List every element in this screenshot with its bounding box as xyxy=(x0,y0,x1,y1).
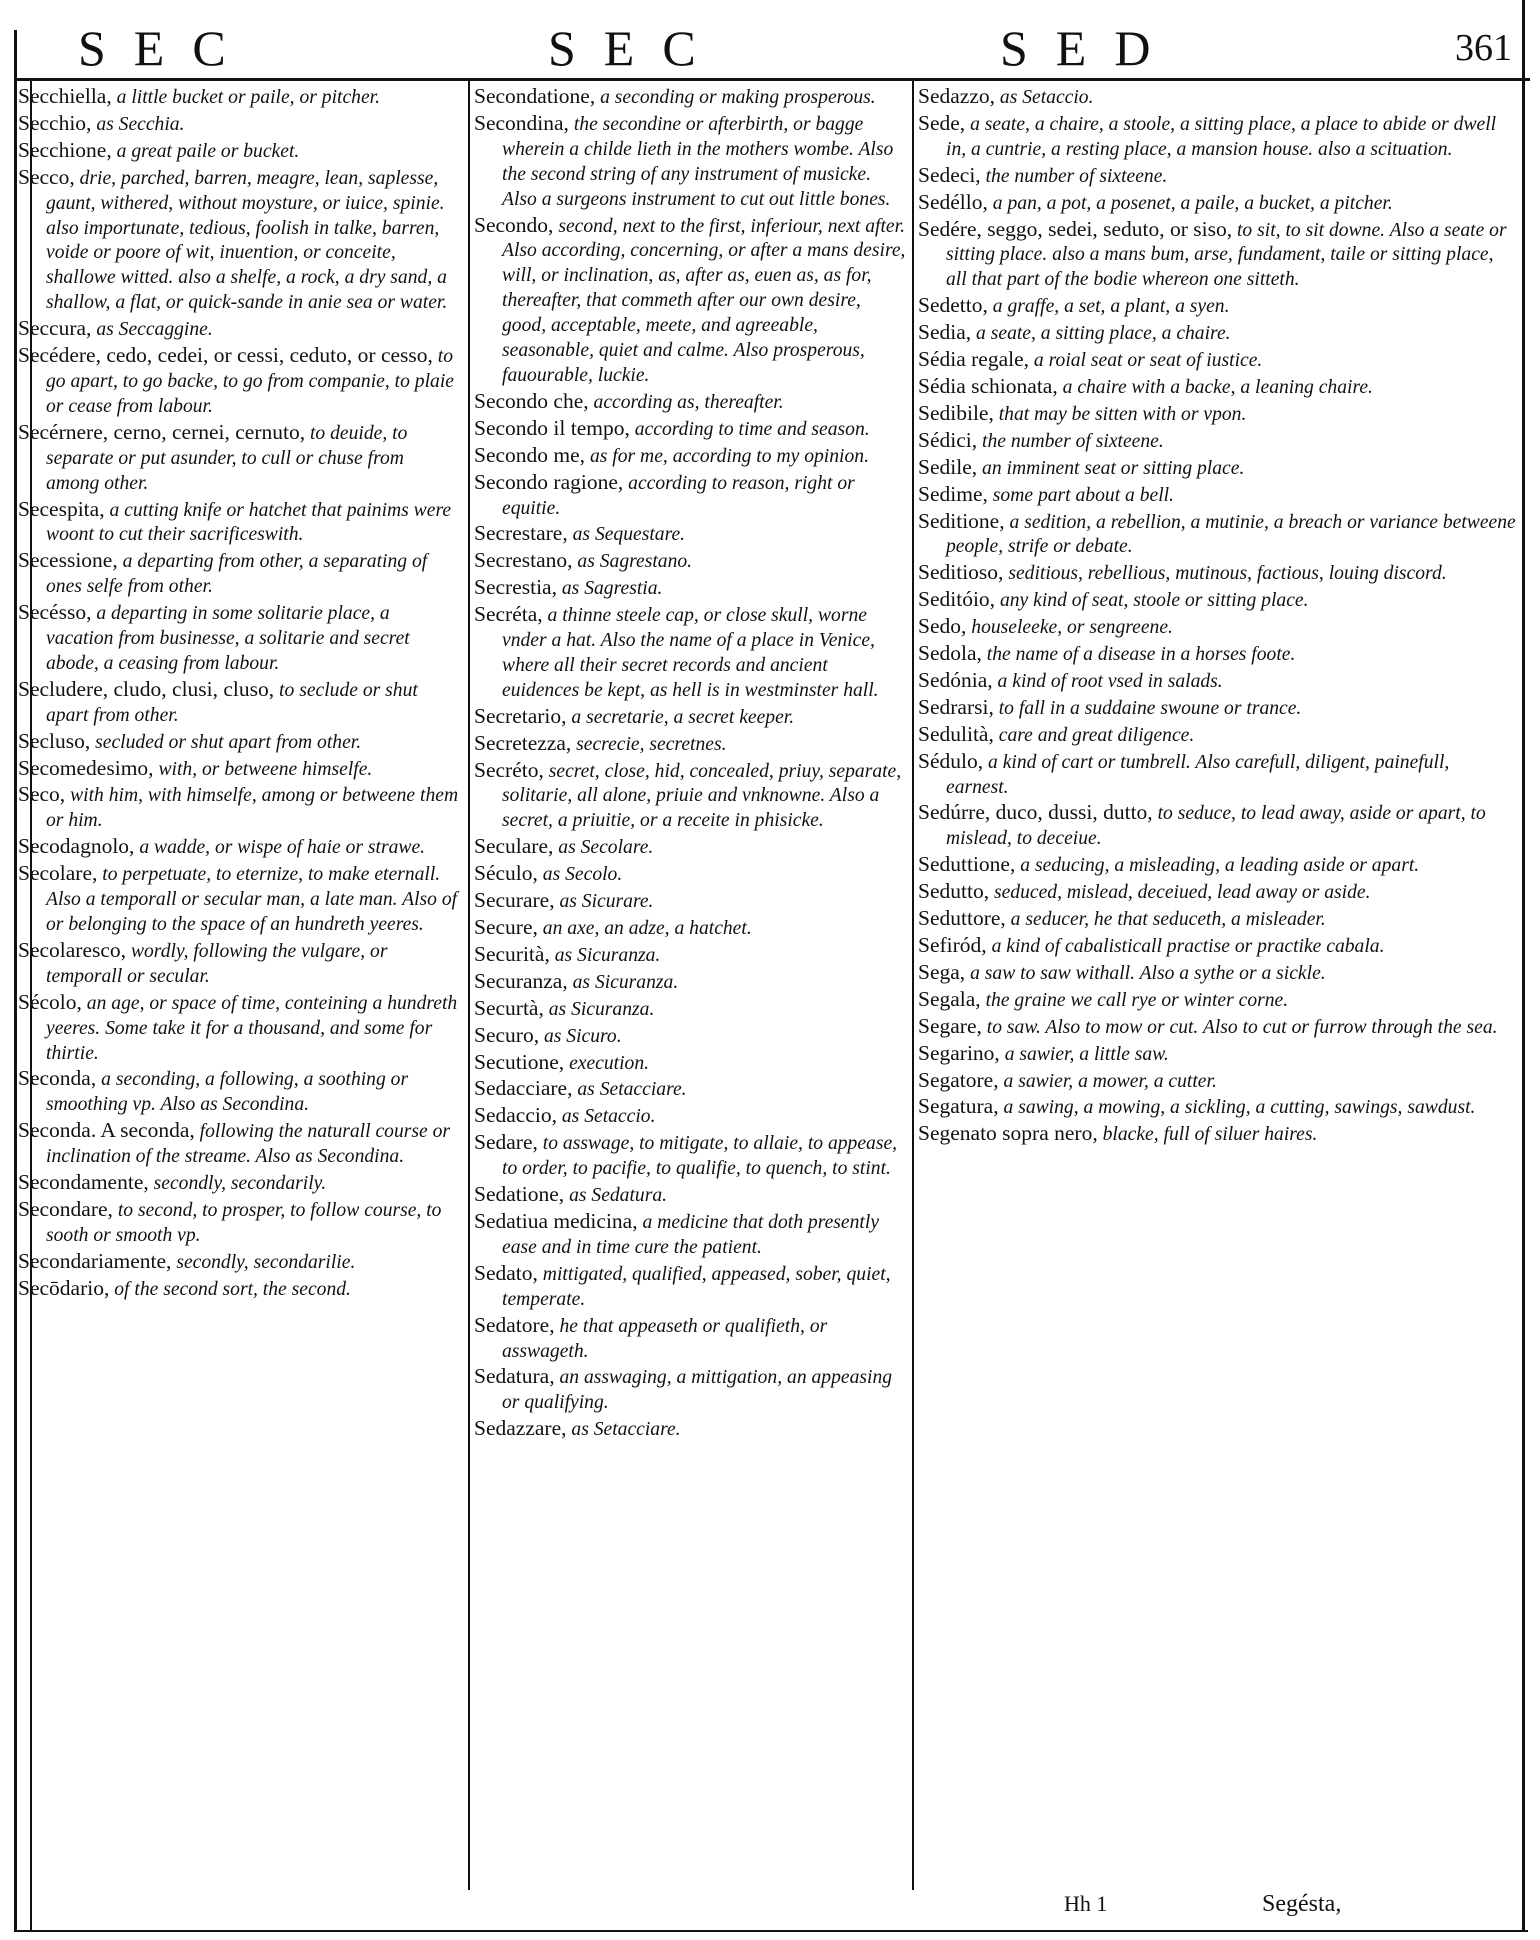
entry-definition: second, next to the first, inferiour, next after. Also according, concerning, or after a mans desire, will, or inclination, as, after as, euen as, as for, thereafter, that commeth after our own desire, good, acceptable, meete, and agreeable, seasonable, quiet and calme. Also prosperous, fauourable, luckie. xyxy=(502,215,906,386)
dictionary-entry xyxy=(18,1197,462,1249)
entry-definition: blacke, full of siluer haires. xyxy=(1097,1124,1318,1146)
entry-headword: Secure, xyxy=(474,915,538,939)
entry-headword: Secodagnolo, xyxy=(18,834,135,859)
entry-headword: Securanza, xyxy=(474,968,568,993)
entry-definition: that may be sitten with or vpon. xyxy=(993,403,1247,425)
entry-headword: Segarino, xyxy=(918,1040,1000,1065)
dictionary-entry xyxy=(918,749,1516,801)
entry-definition: a seate, a sitting place, a chaire. xyxy=(971,323,1231,345)
left-border-rule xyxy=(14,30,17,1932)
entry-headword: Segatura, xyxy=(918,1094,999,1119)
entry-headword: Secrestano, xyxy=(474,548,573,573)
entry-headword: Sega, xyxy=(918,959,966,984)
entry-definition: to fall in a suddaine swoune or trance. xyxy=(993,697,1302,719)
dictionary-entry xyxy=(18,1276,462,1303)
entry-headword: Secésso, xyxy=(18,600,92,625)
entry-definition: as Setaccio. xyxy=(556,1106,656,1128)
entry-headword: Seduttore, xyxy=(918,906,1006,931)
entry-headword: Século, xyxy=(474,861,538,886)
dictionary-entry xyxy=(918,320,1516,347)
dictionary-entry xyxy=(18,138,462,165)
entry-headword: Sedéllo, xyxy=(918,189,988,214)
dictionary-entry xyxy=(18,497,462,549)
entry-headword: Secco, xyxy=(18,164,75,189)
entry-headword: Secondare, xyxy=(18,1196,113,1221)
entry-definition: a seconding, a following, a soothing or smoothing vp. Also as Secondina. xyxy=(46,1069,409,1116)
entry-headword: Secondo ragione, xyxy=(474,469,624,494)
entry-headword: Secondina, xyxy=(474,110,569,135)
entry-headword: Sedulità, xyxy=(918,721,994,746)
dictionary-entry xyxy=(918,933,1516,960)
dictionary-entry xyxy=(474,888,906,915)
entry-definition: as Sicuranza. xyxy=(567,971,679,993)
entry-definition: to sit, to sit downe. Also a seate or sitting place. also a mans bum, arse, fundament, taile or sitting place, all that part of the bodie whereon one sitteth. xyxy=(946,219,1507,291)
entry-headword: Sedazzare, xyxy=(474,1416,567,1441)
dictionary-entry xyxy=(474,1023,906,1050)
entry-definition: a seducing, a misleading, a leading aside or apart. xyxy=(1015,855,1420,877)
dictionary-entry xyxy=(918,455,1516,482)
dictionary-entry xyxy=(18,343,462,420)
dictionary-entry xyxy=(918,722,1516,749)
dictionary-entry xyxy=(918,190,1516,217)
dictionary-entry xyxy=(18,756,462,783)
dictionary-entry xyxy=(918,560,1516,587)
entry-headword: Sedére, seggo, sedei, seduto, or siso, xyxy=(918,216,1233,241)
entry-definition: a seate, a chaire, a stoole, a sitting place, a place to abide or dwell in, a cuntrie, a resting place, a mansion house. also a scituation. xyxy=(946,113,1497,160)
entry-definition: execution. xyxy=(564,1052,650,1074)
dictionary-entry xyxy=(474,1103,906,1130)
entry-headword: Sede, xyxy=(918,110,966,135)
entry-headword: Secérnere, cerno, cernei, cernuto, xyxy=(18,419,306,444)
entry-headword: Sefiród, xyxy=(918,933,987,957)
entry-definition: as Setaccio. xyxy=(995,87,1094,108)
entry-definition: following the naturall course or inclination of the streame. Also as Secondina. xyxy=(46,1121,451,1168)
entry-headword: Secchiella, xyxy=(18,84,112,108)
dictionary-entry xyxy=(18,938,462,990)
entry-definition: a wadde, or wispe of haie or strawe. xyxy=(134,837,426,859)
entry-headword: Securare, xyxy=(474,888,555,913)
entry-definition: according as, thereafter. xyxy=(588,391,784,413)
entry-definition: as Seccaggine. xyxy=(91,319,213,341)
entry-headword: Secessione, xyxy=(18,548,118,573)
entry-headword: Sedia, xyxy=(918,320,972,345)
entry-headword: Secondo me, xyxy=(474,442,586,467)
dictionary-entry xyxy=(18,834,462,861)
entry-definition: the name of a disease in a horses foote. xyxy=(981,644,1296,666)
dictionary-entry xyxy=(918,587,1516,614)
entry-definition: a saw to saw withall. Also a sythe or a sickle. xyxy=(965,962,1326,984)
entry-definition: a graffe, a set, a plant, a syen. xyxy=(987,296,1230,318)
dictionary-entry xyxy=(474,602,906,704)
entry-headword: Secutione, xyxy=(474,1049,565,1074)
entry-headword: Segare, xyxy=(918,1013,982,1038)
entry-headword: Sedazzo, xyxy=(918,84,996,108)
entry-definition: as Secchia. xyxy=(91,113,185,135)
entry-definition: a secretarie, a secret keeper. xyxy=(566,706,795,728)
entry-headword: Secōdario, xyxy=(18,1275,110,1300)
entry-definition: as Sequestare. xyxy=(567,524,686,546)
dictionary-entry xyxy=(918,401,1516,428)
dictionary-entry xyxy=(918,84,1516,111)
entry-definition: a cutting knife or hatchet that painims were woont to cut their sacrificeswith. xyxy=(46,499,452,546)
entry-headword: Seditioso, xyxy=(918,560,1004,585)
entry-definition: an axe, an adze, a hatchet. xyxy=(537,918,752,939)
entry-headword: Segala, xyxy=(918,986,981,1011)
dictionary-entry xyxy=(474,704,906,731)
entry-definition: the number of sixteene. xyxy=(980,165,1168,187)
header-left-guide: SEC xyxy=(78,20,254,76)
entry-definition: seditious, rebellious, mutinous, factious, louing discord. xyxy=(1003,563,1447,585)
dictionary-entry xyxy=(18,316,462,343)
bottom-rule xyxy=(14,1930,1528,1932)
entry-headword: Secréto, xyxy=(474,757,544,782)
entry-headword: Secondariamente, xyxy=(18,1248,172,1273)
dictionary-entry xyxy=(18,84,462,111)
entry-definition: a roial seat or seat of iustice. xyxy=(1029,350,1263,372)
entry-definition: a kind of cart or tumbrell. Also carefull, diligent, painefull, earnest. xyxy=(946,751,1450,798)
dictionary-entry xyxy=(18,1118,462,1170)
dictionary-entry xyxy=(474,1261,906,1313)
entry-definition: the secondine or afterbirth, or bagge wherein a childe lieth in the mothers wombe. Also the second string of any instrument of musicke. Also a surgeons instrument to cut out little bones. xyxy=(502,113,894,210)
entry-headword: Secolare, xyxy=(18,861,98,886)
entry-headword: Sedónia, xyxy=(918,667,993,692)
column-2 xyxy=(474,84,906,1443)
entry-headword: Seconda, xyxy=(18,1066,97,1091)
entry-headword: Sedetto, xyxy=(918,293,988,318)
entry-headword: Secondamente, xyxy=(18,1170,149,1195)
dictionary-entry xyxy=(18,1249,462,1276)
entry-headword: Seconda. A seconda, xyxy=(18,1118,195,1143)
column-3 xyxy=(918,84,1516,1148)
dictionary-entry xyxy=(918,217,1516,294)
dictionary-entry xyxy=(918,1068,1516,1095)
entry-headword: Sedacciare, xyxy=(474,1076,573,1101)
right-border-rule xyxy=(1522,0,1525,1932)
entry-definition: as Setacciare. xyxy=(572,1079,687,1101)
entry-headword: Secrestare, xyxy=(474,521,568,546)
dictionary-entry xyxy=(474,1364,906,1416)
entry-definition: secondly, secondarily. xyxy=(148,1173,327,1195)
entry-definition: a kind of cabalisticall practise or practike cabala. xyxy=(986,936,1385,957)
entry-headword: Seco, xyxy=(18,782,66,807)
entry-headword: Segatore, xyxy=(918,1067,999,1092)
entry-definition: to seclude or shut apart from other. xyxy=(46,679,418,726)
entry-headword: Secondo, xyxy=(474,212,554,237)
entry-headword: Sedo, xyxy=(918,614,967,639)
entry-definition: as Sedatura. xyxy=(564,1185,668,1207)
entry-headword: Secludere, cludo, clusi, cluso, xyxy=(18,676,275,701)
entry-headword: Secomedesimo, xyxy=(18,755,154,780)
entry-headword: Sedato, xyxy=(474,1260,538,1285)
entry-definition: to asswage, to mitigate, to allaie, to appease, to order, to pacifie, to qualifie, to quench, to stint. xyxy=(502,1133,898,1180)
dictionary-entry xyxy=(918,374,1516,401)
entry-headword: Sédulo, xyxy=(918,748,984,773)
dictionary-entry xyxy=(474,1209,906,1261)
header-right-guide: SED xyxy=(1000,20,1179,76)
entry-definition: the graine we call rye or winter corne. xyxy=(980,989,1289,1011)
dictionary-entry xyxy=(18,420,462,497)
entry-headword: Sedutto, xyxy=(918,879,990,904)
entry-headword: Secespita, xyxy=(18,496,105,521)
entry-headword: Seculare, xyxy=(474,834,554,859)
dictionary-entry xyxy=(18,990,462,1067)
entry-headword: Sedibile, xyxy=(918,400,994,425)
dictionary-entry xyxy=(474,996,906,1023)
dictionary-entry xyxy=(474,969,906,996)
entry-definition: an age, or space of time, conteining a hundreth yeeres. Some take it for a thousand, and some for thirtie. xyxy=(46,992,458,1064)
dictionary-entry xyxy=(474,758,906,835)
entry-headword: Secondatione, xyxy=(474,84,596,108)
entry-definition: some part about a bell. xyxy=(987,484,1175,506)
dictionary-entry xyxy=(474,521,906,548)
dictionary-entry xyxy=(474,1313,906,1365)
dictionary-entry xyxy=(918,1041,1516,1068)
entry-definition: a departing in some solitarie place, a vacation from businesse, a solitarie and secret abode, a ceasing from labour. xyxy=(46,603,410,674)
entry-definition: of the second sort, the second. xyxy=(109,1278,351,1300)
dictionary-entry xyxy=(918,800,1516,852)
entry-definition: according to time and season. xyxy=(629,418,870,440)
column-1 xyxy=(18,84,462,1303)
entry-headword: Sedatura, xyxy=(474,1364,555,1389)
dictionary-entry xyxy=(474,84,906,111)
entry-headword: Secretezza, xyxy=(474,730,572,755)
dictionary-entry xyxy=(18,111,462,138)
entry-headword: Sedúrre, duco, dussi, dutto, xyxy=(918,800,1153,825)
entry-definition: as Sicuranza. xyxy=(543,998,655,1020)
entry-definition: as Sicuranza. xyxy=(549,944,661,966)
catchword: Segésta, xyxy=(1262,1891,1342,1917)
dictionary-entry xyxy=(18,1170,462,1197)
dictionary-entry xyxy=(918,668,1516,695)
entry-headword: Securo, xyxy=(474,1022,540,1047)
entry-definition: an imminent seat or sitting place. xyxy=(977,457,1245,479)
entry-headword: Seccura, xyxy=(18,316,92,341)
entry-definition: as Setacciare. xyxy=(566,1419,681,1441)
dictionary-entry xyxy=(918,482,1516,509)
entry-headword: Secluso, xyxy=(18,728,91,753)
dictionary-entry xyxy=(474,1416,906,1443)
dictionary-entry xyxy=(918,906,1516,933)
dictionary-entry xyxy=(918,852,1516,879)
entry-definition: secret, close, hid, concealed, priuy, separate, solitarie, all alone, priuie and vnknowne. Also a secret, a priuitie, or a receite in phisicke. xyxy=(502,760,902,832)
dictionary-entry xyxy=(474,1076,906,1103)
entry-definition: secondly, secondarilie. xyxy=(171,1251,356,1273)
column-divider-1 xyxy=(468,78,470,1890)
entry-definition: secrecie, secretnes. xyxy=(571,733,727,755)
dictionary-entry xyxy=(18,600,462,677)
dictionary-entry xyxy=(918,1014,1516,1041)
dictionary-entry xyxy=(18,729,462,756)
entry-headword: Seditóio, xyxy=(918,587,996,612)
entry-headword: Secondo il tempo, xyxy=(474,415,630,440)
entry-headword: Segenato sopra nero, xyxy=(918,1121,1098,1146)
entry-headword: Secchione, xyxy=(18,137,112,162)
dictionary-entry xyxy=(918,641,1516,668)
dictionary-entry xyxy=(474,942,906,969)
entry-definition: he that appeaseth or qualifieth, or asswageth. xyxy=(502,1315,828,1362)
dictionary-entry xyxy=(18,548,462,600)
entry-definition: mittigated, qualified, appeased, sober, quiet, temperate. xyxy=(502,1263,891,1310)
dictionary-entry xyxy=(918,509,1516,561)
page-number: 361 xyxy=(1455,27,1512,69)
entry-definition: with, or betweene himselfe. xyxy=(153,758,373,780)
dictionary-entry xyxy=(474,548,906,575)
entry-definition: as Secolo. xyxy=(537,864,623,886)
entry-headword: Secrestia, xyxy=(474,575,557,600)
entry-definition: a sawier, a little saw. xyxy=(999,1043,1169,1065)
entry-headword: Sedrarsi, xyxy=(918,694,994,719)
entry-definition: seduced, mislead, deceiued, lead away or aside. xyxy=(989,882,1371,904)
entry-headword: Seditione, xyxy=(918,508,1005,533)
entry-definition: to deuide, to separate or put asunder, to cull or chuse from among other. xyxy=(46,422,408,494)
entry-headword: Sedime, xyxy=(918,481,988,506)
entry-definition: a seconding or making prosperous. xyxy=(595,87,876,108)
entry-headword: Sedatione, xyxy=(474,1182,565,1207)
entry-definition: to perpetuate, to eternize, to make eternall. Also a temporall or secular man, a late man. Also of or belonging to the space of an hundreth yeeres. xyxy=(46,864,458,935)
dictionary-entry xyxy=(918,695,1516,722)
entry-definition: wordly, following the vulgare, or temporall or secular. xyxy=(46,940,388,987)
entry-definition: to saw. Also to mow or cut. Also to cut or furrow through the sea. xyxy=(981,1016,1498,1038)
entry-definition: a seducer, he that seduceth, a misleader. xyxy=(1005,909,1326,931)
entry-definition: to go apart, to go backe, to go from companie, to plaie or cease from labour. xyxy=(46,346,454,417)
entry-definition: as Sagrestano. xyxy=(572,551,693,573)
entry-definition: a kind of root vsed in salads. xyxy=(992,670,1223,692)
dictionary-entry xyxy=(918,428,1516,455)
entry-headword: Sédia schionata, xyxy=(918,373,1058,398)
entry-headword: Secondo che, xyxy=(474,388,589,413)
dictionary-entry xyxy=(18,861,462,938)
dictionary-entry xyxy=(474,1130,906,1182)
entry-headword: Sédici, xyxy=(918,427,978,452)
entry-headword: Seduttione, xyxy=(918,852,1016,877)
dictionary-entry xyxy=(474,1182,906,1209)
dictionary-entry xyxy=(474,915,906,942)
entry-definition: as Sagrestia. xyxy=(556,578,663,600)
dictionary-entry xyxy=(918,960,1516,987)
dictionary-entry xyxy=(474,861,906,888)
entry-definition: a departing from other, a separating of ones selfe from other. xyxy=(46,551,428,598)
entry-headword: Sécolo, xyxy=(18,989,82,1014)
entry-definition: a pan, a pot, a posenet, a paile, a bucket, a pitcher. xyxy=(987,192,1393,214)
entry-definition: with him, with himselfe, among or betweene them or him. xyxy=(46,785,459,832)
entry-definition: a sawing, a mowing, a sickling, a cutting, sawings, sawdust. xyxy=(998,1097,1476,1119)
entry-headword: Sedare, xyxy=(474,1130,538,1155)
entry-definition: according to reason, right or equitie. xyxy=(502,472,855,519)
dictionary-entry xyxy=(918,347,1516,374)
entry-definition: houseleeke, or sengreene. xyxy=(966,617,1173,639)
entry-definition: as for me, according to my opinion. xyxy=(585,445,869,467)
entry-headword: Sedola, xyxy=(918,641,982,666)
entry-definition: to seduce, to lead away, aside or apart, to mislead, to deceiue. xyxy=(946,803,1486,850)
entry-definition: as Sicurare. xyxy=(554,891,654,913)
dictionary-entry xyxy=(474,443,906,470)
entry-definition: a thinne steele cap, or close skull, worne vnder a hat. Also the name of a place in Venice, where all their secret records and ancient euidences be kept, as hell is in westminster hall. xyxy=(502,605,879,701)
entry-headword: Secretario, xyxy=(474,703,567,728)
dictionary-entry xyxy=(18,165,462,316)
entry-definition: a medicine that doth presently ease and in time cure the patient. xyxy=(502,1211,880,1258)
entry-definition: a chaire with a backe, a leaning chaire. xyxy=(1057,376,1373,398)
entry-headword: Sedatore, xyxy=(474,1312,555,1337)
column-divider-2 xyxy=(912,78,914,1890)
entry-definition: a sedition, a rebellion, a mutinie, a breach or variance betweene people, strife or debate. xyxy=(946,511,1516,558)
entry-definition: a little bucket or paile, or pitcher. xyxy=(111,87,380,108)
signature-mark: Hh 1 xyxy=(1064,1891,1108,1916)
dictionary-entry xyxy=(474,213,906,389)
entry-headword: Secédere, cedo, cedei, or cessi, ceduto, or cesso, xyxy=(18,343,433,368)
entry-headword: Sedatiua medicina, xyxy=(474,1208,638,1233)
entry-definition: as Sicuro. xyxy=(539,1025,622,1047)
dictionary-entry xyxy=(474,389,906,416)
entry-headword: Secolaresco, xyxy=(18,937,127,962)
entry-headword: Sedile, xyxy=(918,454,978,479)
entry-headword: Secchio, xyxy=(18,110,92,135)
dictionary-entry xyxy=(918,111,1516,163)
header-center-guide: SEC xyxy=(548,20,724,76)
entry-definition: an asswaging, a mittigation, an appeasing or qualifying. xyxy=(502,1367,893,1414)
dictionary-entry xyxy=(474,111,906,213)
entry-headword: Sedeci, xyxy=(918,162,981,187)
entry-headword: Securtà, xyxy=(474,995,544,1020)
entry-definition: to second, to prosper, to follow course, to sooth or smooth vp. xyxy=(46,1199,442,1246)
dictionary-entry xyxy=(918,1121,1516,1148)
entry-definition: a sawier, a mower, a cutter. xyxy=(998,1070,1217,1092)
dictionary-entry xyxy=(918,163,1516,190)
dictionary-entry xyxy=(474,1050,906,1077)
entry-definition: any kind of seat, stoole or sitting place. xyxy=(995,590,1309,612)
dictionary-entry xyxy=(918,987,1516,1014)
entry-definition: drie, parched, barren, meagre, lean, saplesse, gaunt, withered, without moysture, or iuice, spinie. also importunate, tedious, foolish in talke, barren, voide or poore of wit, inuention, or conceite, shallowe witted. also a shelfe, a rock, a dry sand, a shallow, a flat, or quick-sande in anie sea or water. xyxy=(46,167,448,314)
dictionary-entry xyxy=(918,1094,1516,1121)
dictionary-entry xyxy=(18,677,462,729)
entry-definition: as Secolare. xyxy=(553,837,654,859)
entry-definition: care and great diligence. xyxy=(993,724,1195,746)
entry-headword: Secréta, xyxy=(474,602,543,627)
entry-headword: Securità, xyxy=(474,941,550,966)
entry-headword: Sedaccio, xyxy=(474,1103,557,1128)
entry-headword: Sédia regale, xyxy=(918,347,1030,372)
dictionary-entry xyxy=(918,293,1516,320)
dictionary-entry xyxy=(918,614,1516,641)
dictionary-entry xyxy=(18,1066,462,1118)
dictionary-entry xyxy=(474,575,906,602)
dictionary-entry xyxy=(474,416,906,443)
entry-definition: a great paile or bucket. xyxy=(111,140,300,162)
dictionary-entry xyxy=(18,782,462,834)
header-rule xyxy=(14,78,1530,81)
dictionary-entry xyxy=(918,879,1516,906)
dictionary-entry xyxy=(474,834,906,861)
entry-definition: the number of sixteene. xyxy=(977,430,1164,452)
dictionary-entry xyxy=(474,470,906,522)
entry-definition: secluded or shut apart from other. xyxy=(90,731,362,753)
dictionary-entry xyxy=(474,731,906,758)
